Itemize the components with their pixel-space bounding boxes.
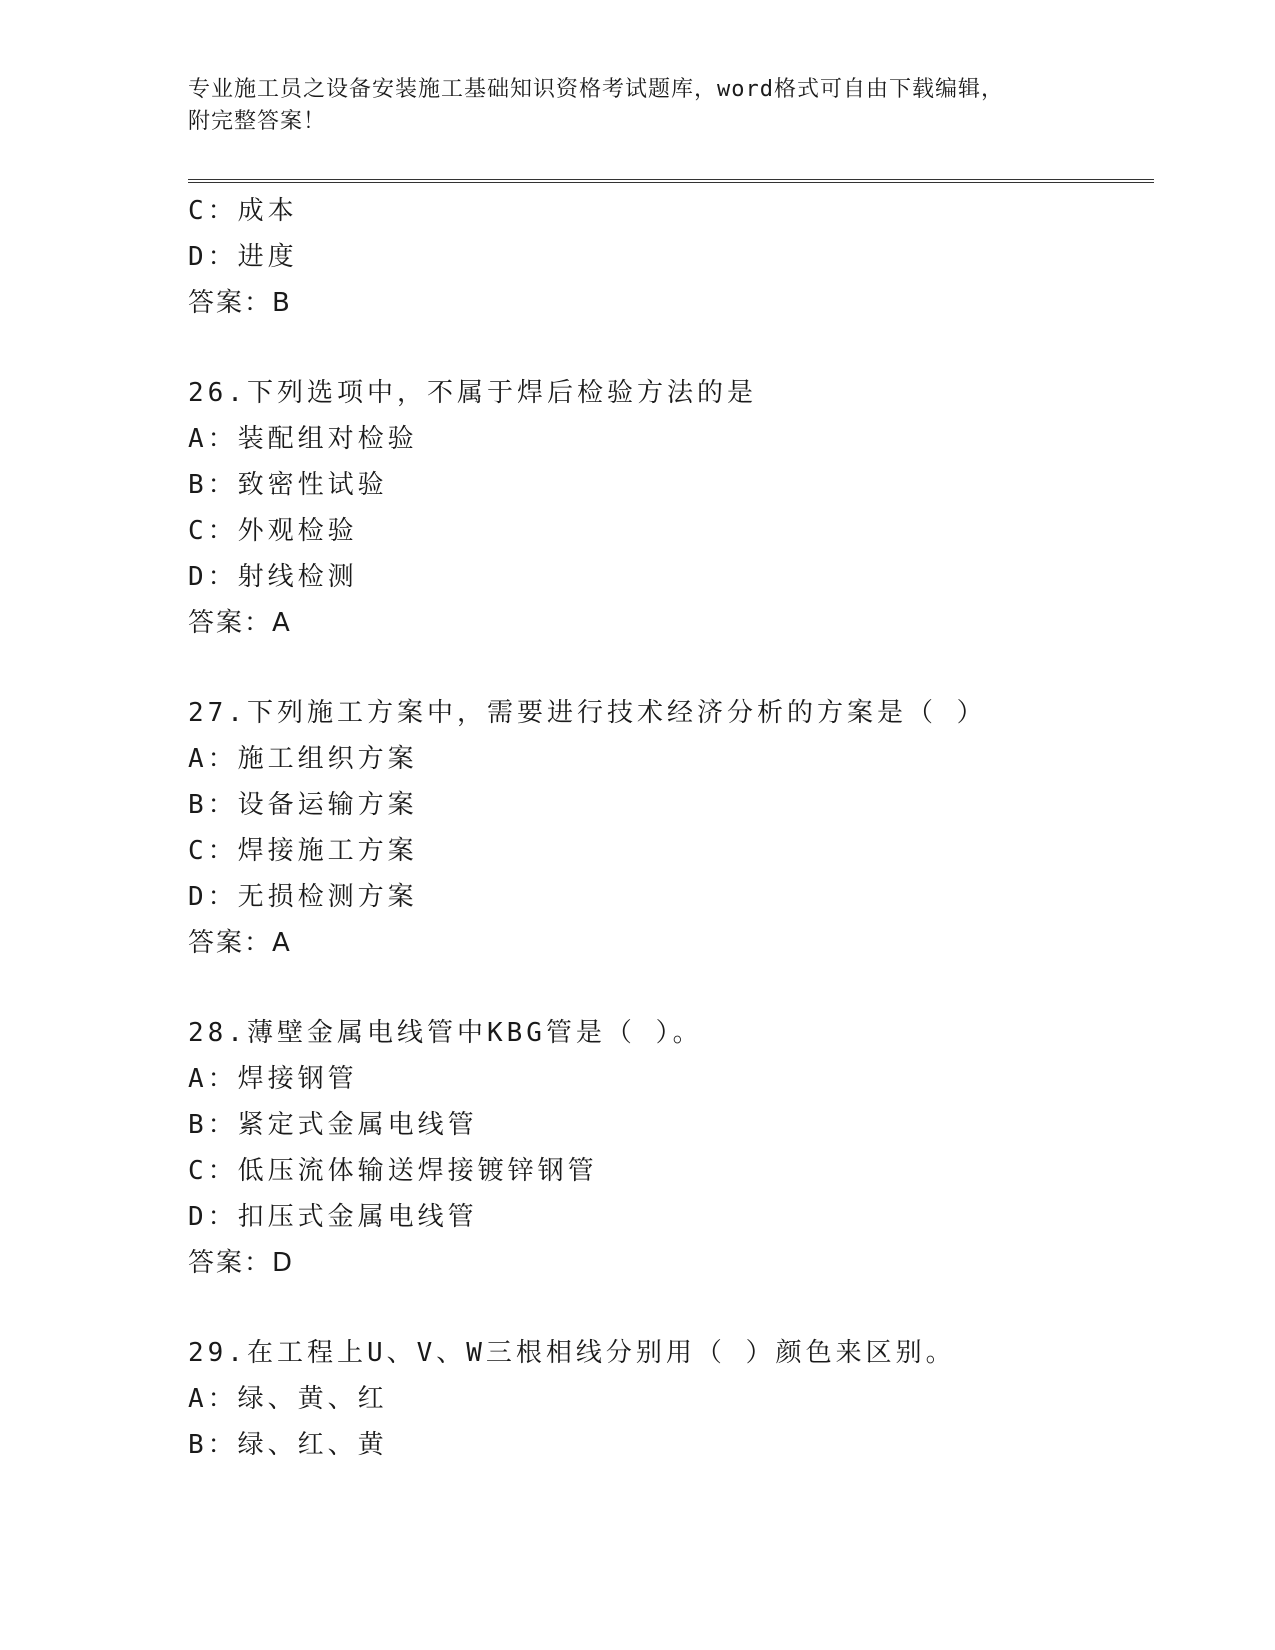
answer-line: 答案：B [188, 288, 292, 318]
question-list [188, 188, 1154, 1468]
option-d: D：射线检测 [188, 562, 358, 592]
header-line-2: 附完整答案！ [188, 109, 327, 134]
header-divider [188, 179, 1154, 183]
question-stem: 29.在工程上U、V、W三根相线分别用（ ）颜色来区别。 [188, 1338, 956, 1368]
header-line-1: 专业施工员之设备安装施工基础知识资格考试题库，word格式可自由下载编辑， [188, 77, 1004, 102]
option-b: B：设备运输方案 [188, 790, 418, 820]
question-stem: 28.薄壁金属电线管中KBG管是（ ）。 [188, 1018, 703, 1048]
option-d: D：无损检测方案 [188, 882, 418, 912]
question-27 [188, 690, 1154, 966]
option-a: A：装配组对检验 [188, 424, 418, 454]
option-b: B：紧定式金属电线管 [188, 1110, 478, 1140]
option-b: B：致密性试验 [188, 470, 388, 500]
question-stem: 27.下列施工方案中，需要进行技术经济分析的方案是（ ） [188, 698, 987, 728]
option-c: C：成本 [188, 196, 298, 226]
question-25-continued [188, 188, 1154, 326]
option-d: D：扣压式金属电线管 [188, 1202, 478, 1232]
option-b: B：绿、红、黄 [188, 1430, 388, 1460]
option-c: C：外观检验 [188, 516, 358, 546]
answer-line: 答案：A [188, 928, 292, 958]
answer-line: 答案：A [188, 608, 292, 638]
question-stem: 26.下列选项中，不属于焊后检验方法的是 [188, 378, 757, 408]
option-a: A：施工组织方案 [188, 744, 418, 774]
answer-line: 答案：D [188, 1248, 295, 1278]
question-28 [188, 1010, 1154, 1286]
question-29 [188, 1330, 1154, 1468]
document-header [188, 74, 1088, 138]
option-c: C：低压流体输送焊接镀锌钢管 [188, 1156, 598, 1186]
option-a: A：焊接钢管 [188, 1064, 358, 1094]
option-d: D：进度 [188, 242, 298, 272]
option-c: C：焊接施工方案 [188, 836, 418, 866]
option-a: A：绿、黄、红 [188, 1384, 388, 1414]
question-26 [188, 370, 1154, 646]
